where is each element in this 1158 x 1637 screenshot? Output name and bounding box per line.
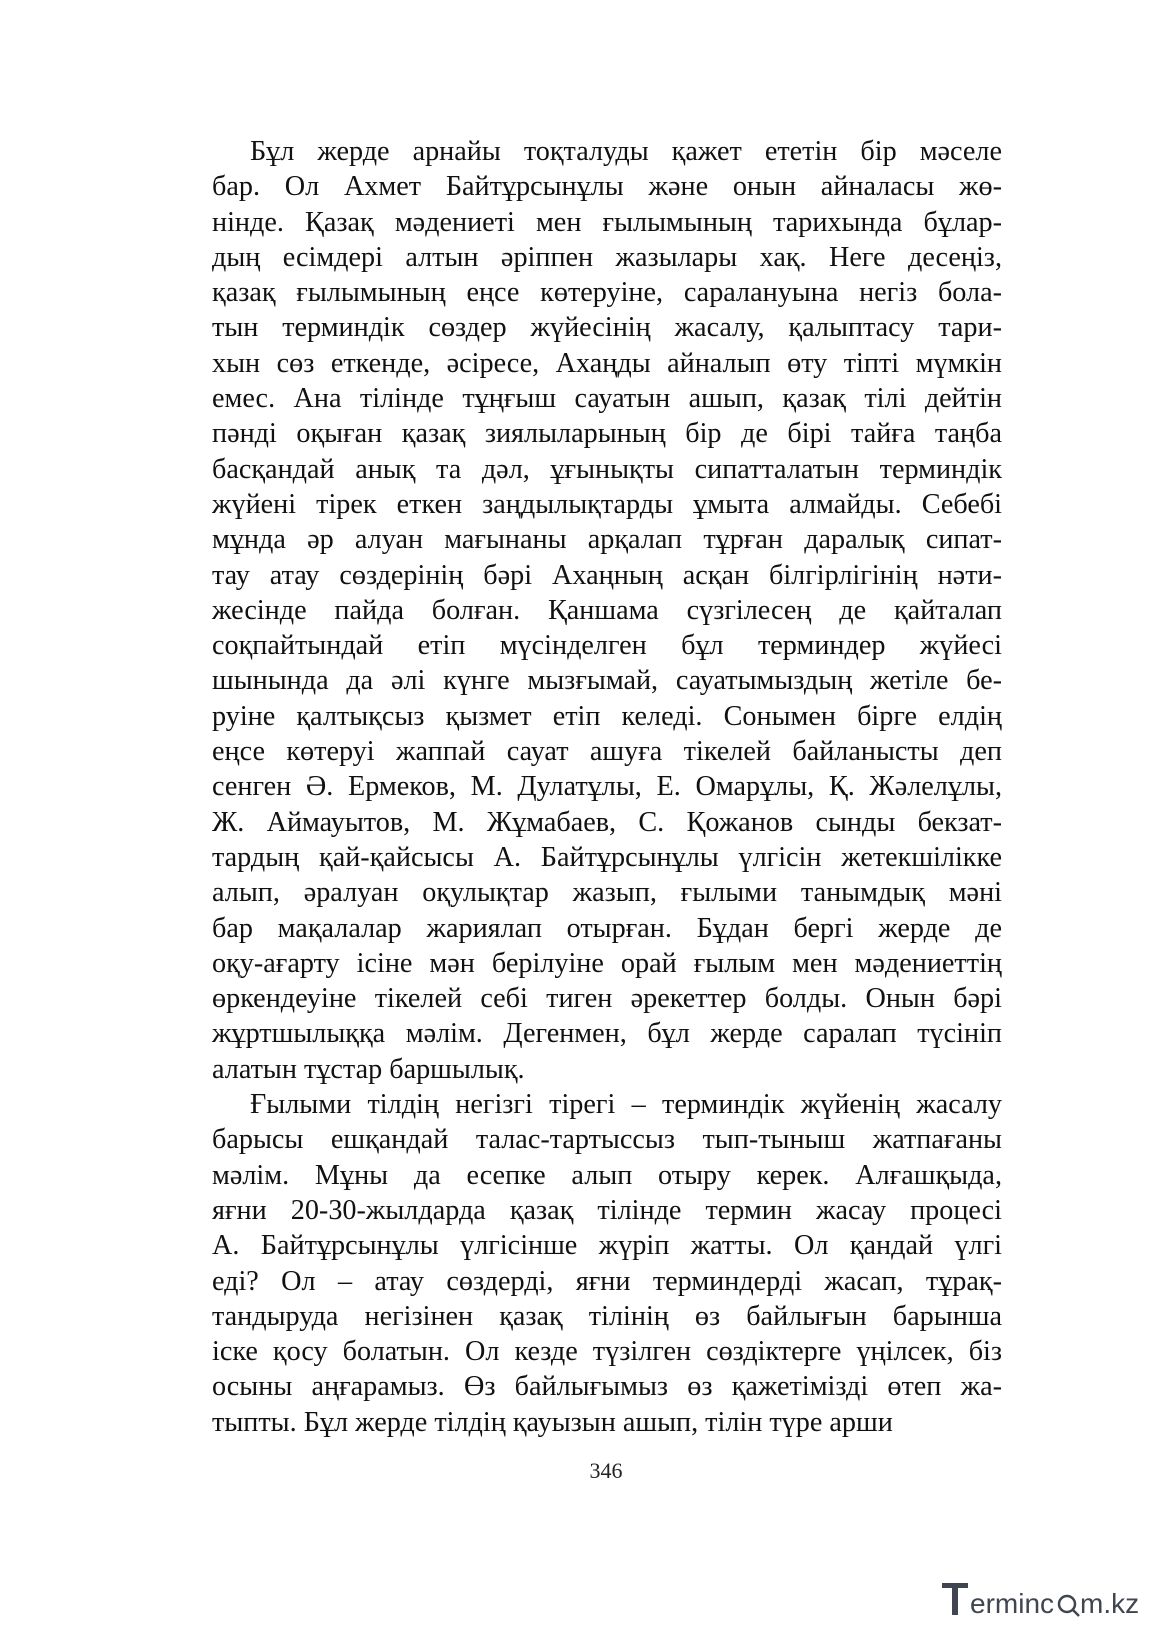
svg-text:erminc: erminc bbox=[970, 1588, 1055, 1619]
text-line: тау атау сөздерінің бәрі Ахаңның асқан білгірлігінің нәти- bbox=[212, 559, 1002, 591]
text-line: жесінде пайда болған. Қаншама сүзгілесең де қайталап bbox=[212, 594, 1002, 626]
text-line: тардың қай-қайсысы А. Байтұрсынұлы үлгісін жетекшілікке bbox=[212, 841, 1002, 873]
text-line: соқпайтындай етіп мүсінделген бұл терминдер жүйесі bbox=[212, 630, 1002, 662]
text-line: емес. Ана тілінде тұңғыш сауатын ашып, қазақ тілі дейтін bbox=[212, 383, 1002, 415]
text-line: хын сөз еткенде, әсіресе, Ахаңды айналып өту тіпті мүмкін bbox=[212, 347, 1002, 379]
text-line: жұртшылыққа мәлім. Дегенмен, бұл жерде саралап түсініп bbox=[212, 1018, 1002, 1050]
text-line: сенген Ә. Ермеков, М. Дулатұлы, Е. Омарұлы, Қ. Жәлелұлы, bbox=[212, 771, 1002, 803]
text-line: Ж. Аймауытов, М. Жұмабаев, С. Қожанов сынды бекзат- bbox=[212, 806, 1002, 838]
text-line: іске қосу болатын. Ол кезде түзілген сөздіктерге үңілсек, біз bbox=[212, 1336, 1002, 1368]
text-line: мәлім. Мұны да есепке алып отыру керек. Алғашқыда, bbox=[212, 1159, 1002, 1191]
text-line: бар мақалалар жариялап отырған. Бұдан бергі жерде де bbox=[212, 912, 1002, 944]
watermark-logo-graphic bbox=[940, 1575, 1140, 1619]
text-line: өркендеуіне тікелей себі тиген әрекеттер болды. Онын бәрі bbox=[212, 983, 1002, 1015]
text-line: пәнді оқыған қазақ зиялыларының бір де бірі тайға таңба bbox=[212, 418, 1002, 450]
page-number: 346 bbox=[589, 1458, 623, 1483]
text-line: тыпты. Бұл жерде тілдің қауызын ашып, тілін түре арши bbox=[212, 1406, 893, 1438]
text-line: шынында да әлі күнге мызғымай, сауатымыздың жетіле бе- bbox=[212, 665, 1002, 697]
svg-text:m.kz: m.kz bbox=[1080, 1588, 1140, 1619]
body-text bbox=[212, 134, 1002, 1440]
text-line: А. Байтұрсынұлы үлгісінше жүріп жатты. Ол қандай үлгі bbox=[212, 1230, 1002, 1262]
text-line: Бұл жерде арнайы тоқталуды қажет ететін бір мәселе bbox=[250, 136, 1002, 167]
text-line: еңсе көтеруі жаппай сауат ашуға тікелей байланысты деп bbox=[212, 736, 1002, 768]
text-line: оқу-ағарту ісіне мән берілуіне орай ғылым мен мәдениеттің bbox=[212, 947, 1002, 979]
text-line: тандыруда негізінен қазақ тілінің өз байлығын барынша bbox=[212, 1300, 1002, 1332]
watermark-logo bbox=[940, 1579, 1140, 1619]
text-line: қазақ ғылымының еңсе көтеруіне, саралануына негіз бола- bbox=[212, 277, 1002, 309]
text-line: басқандай анық та дәл, ұғынықты сипатталатын терминдік bbox=[212, 453, 1002, 485]
text-line: мұнда әр алуан мағынаны арқалап тұрған даралық сипат- bbox=[212, 524, 1002, 556]
text-line: руіне қалтықсыз қызмет етіп келеді. Сонымен бірге елдің bbox=[212, 700, 1002, 732]
text-line: Ғылыми тілдің негізгі тірегі – терминдік жүйенің жасалу bbox=[250, 1089, 1002, 1121]
text-line: нінде. Қазақ мәдениеті мен ғылымының тарихында бұлар- bbox=[212, 206, 1002, 238]
text-line: дың есімдері алтын әріппен жазылары хақ. Неге десеңіз, bbox=[212, 241, 1002, 273]
text-line: осыны аңғарамыз. Өз байлығымыз өз қажетімізді өтеп жа- bbox=[212, 1371, 1002, 1403]
text-line: алатын тұстар баршылық. bbox=[212, 1053, 525, 1085]
text-line: бар. Ол Ахмет Байтұрсынұлы және онын айналасы жө- bbox=[212, 171, 1002, 203]
text-line: алып, әралуан оқулықтар жазып, ғылыми танымдық мәні bbox=[212, 877, 1002, 909]
text-line: тын терминдік сөздер жүйесінің жасалу, қалыптасу тари- bbox=[212, 312, 1002, 344]
text-line: барысы ешқандай талас-тартыссыз тып-тыныш жатпағаны bbox=[212, 1124, 1002, 1156]
text-line: еді? Ол – атау сөздерді, яғни терминдерді жасап, тұрақ- bbox=[212, 1265, 1002, 1297]
text-line: жүйені тірек еткен заңдылықтарды ұмыта алмайды. Себебі bbox=[212, 488, 1002, 520]
text-line: яғни 20-30-жылдарда қазақ тілінде термин жасау процесі bbox=[212, 1194, 1002, 1226]
